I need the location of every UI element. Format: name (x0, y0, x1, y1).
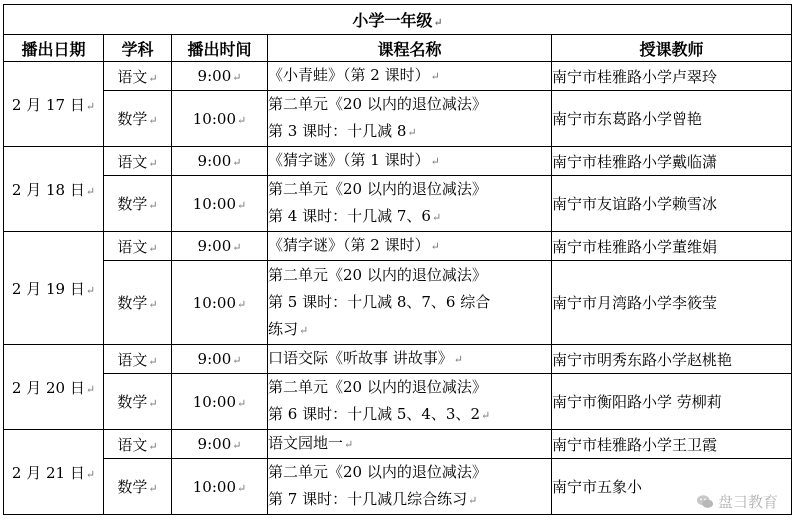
teacher-cell (552, 261, 792, 345)
course-cell (268, 232, 552, 261)
table-row (4, 176, 792, 232)
subject-cell: 语文↵ (104, 62, 172, 91)
time-cell-text: 10:00 (192, 293, 236, 312)
teacher-cell (552, 374, 792, 430)
date-text: 2 月 18 日 (11, 180, 85, 199)
time-cell-text: 9:00 (197, 67, 232, 85)
watermark-text: 盘彐教育 (717, 493, 778, 511)
course-line: 第二单元《20 以内的退位减法》 (268, 180, 487, 198)
course-cell (268, 62, 552, 91)
watermark (696, 491, 778, 512)
subject-cell-text: 语文 (117, 152, 148, 171)
teacher-text: 南宁市友谊路小学赖雪冰 (552, 195, 718, 213)
table-title: 小学一年级↵ (4, 5, 792, 35)
time-cell: 9:00↵ (172, 62, 268, 91)
teacher-cell (552, 147, 792, 176)
teacher-text: 南宁市桂雅路小学戴临潇 (552, 152, 718, 171)
teacher-cell (552, 176, 792, 232)
course-line: 第二单元《20 以内的退位减法》 (268, 378, 487, 396)
subject-cell: 数学↵ (104, 176, 172, 232)
time-cell: 9:00↵ (172, 430, 268, 459)
teacher-cell (552, 62, 792, 91)
course-line: 练习↵ (268, 319, 309, 338)
teacher-text: 南宁市桂雅路小学王卫霞 (552, 435, 718, 454)
time-cell: 10:00↵ (172, 374, 268, 430)
subject-cell-text: 数学 (117, 294, 148, 312)
time-cell: 10:00↵ (172, 176, 268, 232)
schedule-table (3, 4, 792, 515)
course-line: 第二单元《20 以内的退位减法》 (268, 463, 487, 481)
teacher-text: 南宁市五象小 (552, 478, 643, 496)
course-line: 第二单元《20 以内的退位减法》 (268, 265, 487, 284)
course-line: 口语交际《听故事 讲故事》↵ (268, 349, 463, 367)
header-time: 播出时间 (172, 35, 268, 62)
table-row (4, 374, 792, 430)
subject-cell-text: 语文 (117, 435, 148, 454)
time-cell-text: 10:00 (192, 194, 236, 213)
subject-cell: 数学↵ (104, 261, 172, 345)
teacher-text: 南宁市桂雅路小学董维娟 (552, 237, 718, 256)
wechat-logo-icon (696, 493, 714, 511)
subject-cell: 语文↵ (104, 430, 172, 459)
course-line: 《猜字谜》（第 1 课时）↵ (268, 151, 440, 169)
time-cell: 9:00↵ (172, 345, 268, 374)
time-cell: 9:00↵ (172, 232, 268, 261)
header-teacher: 授课教师 (552, 35, 792, 62)
course-line: 第二单元《20 以内的退位减法》 (268, 95, 487, 113)
date-cell: 2 月 20 日↵ (4, 345, 104, 430)
table-row (4, 91, 792, 147)
date-cell: 2 月 19 日↵ (4, 232, 104, 345)
teacher-text: 南宁市月湾路小学李筱莹 (552, 294, 718, 312)
table-row (4, 345, 792, 374)
course-line: 第 6 课时：十几减 5、4、3、2↵ (268, 405, 491, 423)
table-row (4, 459, 792, 515)
time-cell: 9:00↵ (172, 147, 268, 176)
teacher-text: 南宁市衡阳路小学 劳柳莉 (552, 393, 722, 411)
course-line: 《小青蛙》（第 2 课时）↵ (268, 66, 440, 84)
subject-cell: 数学↵ (104, 459, 172, 515)
time-cell-text: 10:00 (192, 477, 236, 496)
teacher-cell (552, 345, 792, 374)
course-line: 第 7 课时：十几减几综合练习↵ (268, 490, 478, 508)
header-course: 课程名称 (268, 35, 552, 62)
teacher-text: 南宁市明秀东路小学赵桃艳 (552, 350, 733, 369)
table-row (4, 62, 792, 91)
subject-cell: 语文↵ (104, 345, 172, 374)
teacher-cell (552, 430, 792, 459)
date-text: 2 月 20 日 (11, 378, 85, 397)
date-cell: 2 月 21 日↵ (4, 430, 104, 515)
teacher-text: 南宁市东葛路小学曾艳 (552, 110, 703, 128)
date-text: 2 月 17 日 (11, 95, 85, 114)
time-cell-text: 9:00 (197, 350, 232, 368)
course-cell (268, 147, 552, 176)
teacher-cell (552, 91, 792, 147)
teacher-text: 南宁市桂雅路小学卢翠玲 (552, 67, 718, 86)
subject-cell-text: 数学 (117, 195, 148, 213)
teacher-cell (552, 232, 792, 261)
course-line: 第 5 课时：十几减 8、7、6 综合 (268, 292, 491, 311)
course-line: 第 3 课时：十几减 8↵ (268, 122, 417, 140)
table-row (4, 232, 792, 261)
subject-cell-text: 语文 (117, 350, 148, 369)
time-cell-text: 9:00 (197, 435, 232, 453)
time-cell-text: 9:00 (197, 152, 232, 170)
course-cell (268, 430, 552, 459)
subject-cell-text: 数学 (117, 393, 148, 411)
course-cell (268, 459, 552, 515)
course-cell (268, 91, 552, 147)
table-row (4, 430, 792, 459)
header-subject: 学科 (104, 35, 172, 62)
subject-cell: 数学↵ (104, 374, 172, 430)
subject-cell-text: 语文 (117, 237, 148, 256)
time-cell: 10:00↵ (172, 261, 268, 345)
subject-cell-text: 数学 (117, 478, 148, 496)
date-cell: 2 月 17 日↵ (4, 62, 104, 147)
course-cell (268, 261, 552, 345)
date-text: 2 月 19 日 (11, 279, 85, 298)
time-cell-text: 10:00 (192, 392, 236, 411)
subject-cell: 语文↵ (104, 232, 172, 261)
course-cell (268, 345, 552, 374)
subject-cell-text: 数学 (117, 110, 148, 128)
table-row (4, 261, 792, 345)
course-line: 语文园地一↵ (268, 434, 354, 452)
date-text: 2 月 21 日 (11, 463, 85, 482)
subject-cell: 数学↵ (104, 91, 172, 147)
table-row (4, 147, 792, 176)
time-cell: 10:00↵ (172, 91, 268, 147)
course-line: 《猜字谜》（第 2 课时）↵ (268, 236, 440, 254)
subject-cell-text: 语文 (117, 67, 148, 86)
date-cell: 2 月 18 日↵ (4, 147, 104, 232)
subject-cell: 语文↵ (104, 147, 172, 176)
course-cell (268, 176, 552, 232)
time-cell-text: 9:00 (197, 237, 232, 255)
header-date: 播出日期 (4, 35, 104, 62)
course-line: 第 4 课时：十几减 7、6↵ (268, 207, 442, 225)
time-cell-text: 10:00 (192, 109, 236, 128)
course-cell (268, 374, 552, 430)
time-cell: 10:00↵ (172, 459, 268, 515)
